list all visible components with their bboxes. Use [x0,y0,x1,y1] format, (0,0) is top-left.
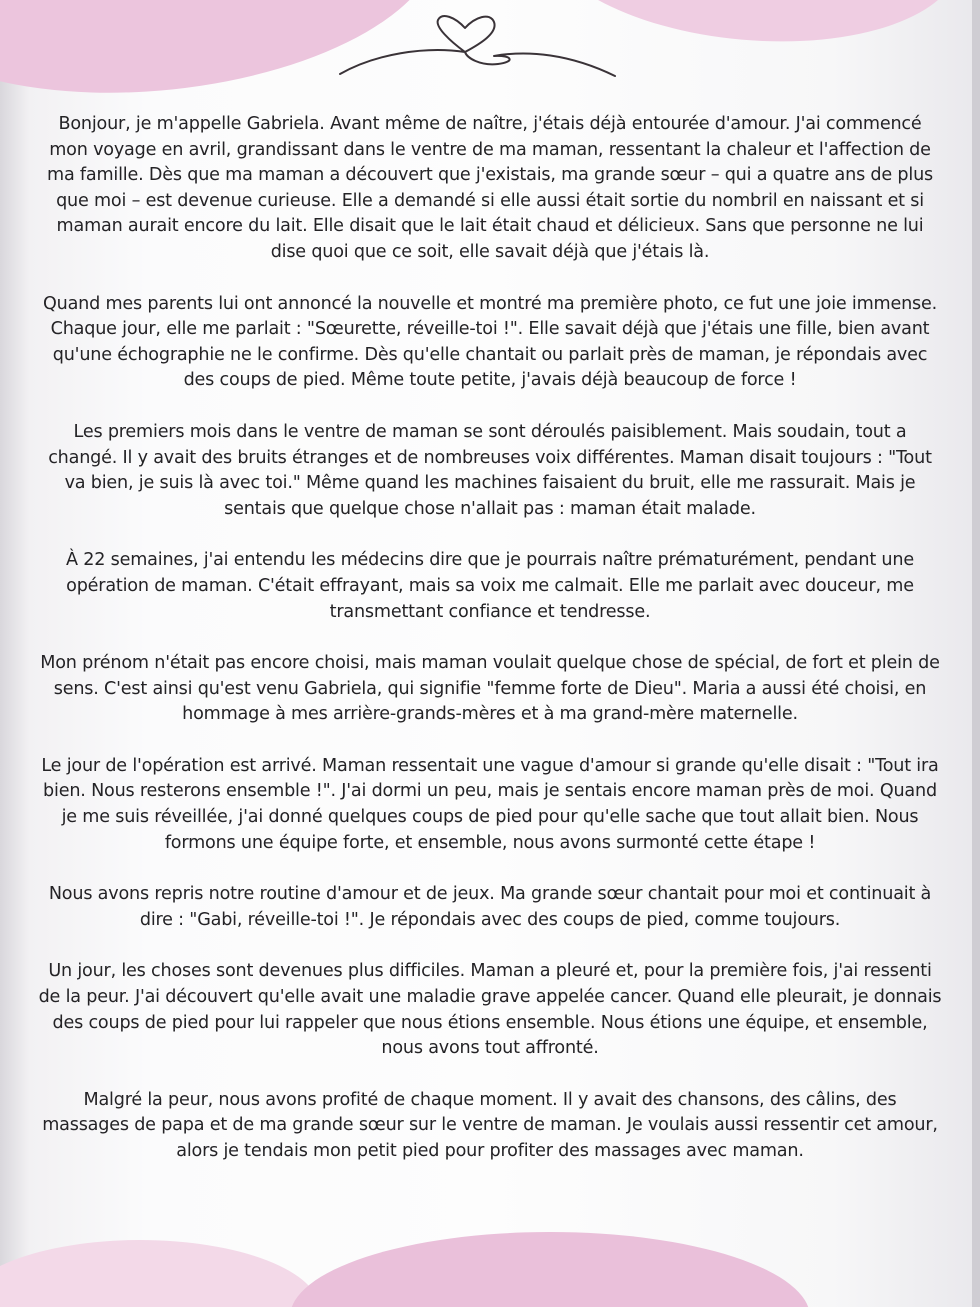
paragraph-6: Le jour de l'opération est arrivé. Maman ressentait une vague d'amour si grande qu'elle disait : "Tout ira bien. Nous resterons ensemble !". J'ai dormi un peu, mais je sentais encore maman près de moi. Quand je me suis réveillée, j'ai donné quelques coups de pied pour qu'elle sache que tout allait bien. Nous formons une équipe forte, et ensemble, nous avons surmonté cette étape ! [41,755,939,853]
paragraph-1: Bonjour, je m'appelle Gabriela. Avant même de naître, j'étais déjà entourée d'amour. J'ai commencé mon voyage en avril, grandissant dans le ventre de ma maman, ressentant la chaleur et l'affection de ma famille. Dès que ma maman a découvert que j'existais, ma grande sœur – qui a quatre ans de plus que moi – est devenue curieuse. Elle a demandé si elle aussi était sortie du nombril en naissant et si maman aurait encore du lait. Elle disait que le lait était chaud et délicieux. Sans que personne ne lui dise quoi que ce soit, elle savait déjà que j'étais là. [47,114,933,262]
paragraph-7: Nous avons repris notre routine d'amour et de jeux. Ma grande sœur chantait pour moi et continuait à dire : "Gabi, réveille-toi !". Je répondais avec des coups de pied, comme toujours. [48,884,932,930]
paragraph-4: À 22 semaines, j'ai entendu les médecins dire que je pourrais naître prématurément, pendant une opération de maman. C'était effrayant, mais sa voix me calmait. Elle me parlait avec douceur, me transmettant confiance et tendresse. [66,550,914,622]
story-text [38,112,942,1191]
paragraph-3: Les premiers mois dans le ventre de maman se sont déroulés paisiblement. Mais soudain, tout a changé. Il y avait des bruits étranges et de nombreuses voix différentes. Maman disait toujours : "Tout va bien, je suis là avec toi." Même quand les machines faisaient du bruit, elle me rassurait. Mais je sentais que quelque chose n'allait pas : maman était malade. [48,421,932,519]
pink-decor-bottom-left [0,1240,320,1307]
page-edge-shadow [972,0,980,1307]
paragraph-8: Un jour, les choses sont devenues plus difficiles. Maman a pleuré et, pour la première fois, j'ai ressenti de la peur. J'ai découvert qu'elle avait une maladie grave appelée cancer. Quand elle pleurait, je donnais des coups de pied pour lui rappeler que nous étions ensemble. Nous étions une équipe, et ensemble, nous avons tout affronté. [38,961,942,1059]
paragraph-9: Malgré la peur, nous avons profité de chaque moment. Il y avait des chansons, des câlins, des massages de papa et de ma grande sœur sur le ventre de maman. Je voulais aussi ressentir cet amour, alors je tendais mon petit pied pour profiter des massages avec maman. [42,1089,938,1161]
pink-decor-bottom-right [290,1232,810,1307]
heart-line-icon [330,14,620,84]
paragraph-2: Quand mes parents lui ont annoncé la nouvelle et montré ma première photo, ce fut une joie immense. Chaque jour, elle me parlait : "Sœurette, réveille-toi !". Elle savait déjà que j'étais une fille, bien avant qu'une échographie ne le confirme. Dès qu'elle chantait ou parlait près de maman, je répondais avec des coups de pied. Même toute petite, j'avais déjà beaucoup de force ! [42,293,938,391]
paragraph-5: Mon prénom n'était pas encore choisi, mais maman voulait quelque chose de spécial, de fort et plein de sens. C'est ainsi qu'est venu Gabriela, qui signifie "femme forte de Dieu". Maria a aussi été choisi, en hommage à mes arrière-grands-mères et à ma grand-mère maternelle. [40,653,940,725]
